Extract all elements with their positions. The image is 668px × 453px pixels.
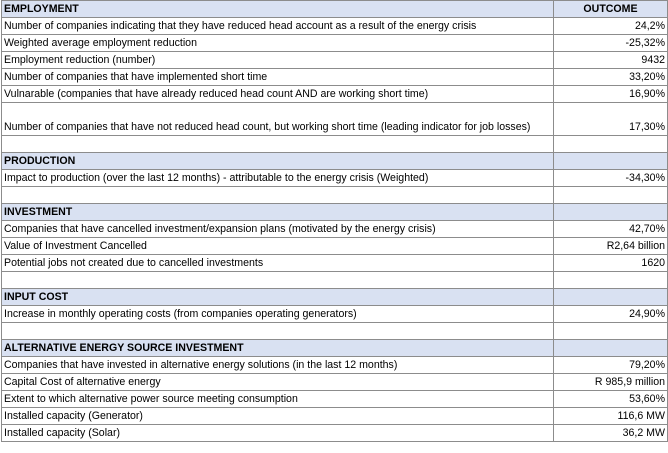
row-value: 116,6 MW xyxy=(554,408,668,425)
row-label: Value of Investment Cancelled xyxy=(2,238,554,255)
row-value: 1620 xyxy=(554,255,668,272)
row-value: 9432 xyxy=(554,52,668,69)
row-value: 79,20% xyxy=(554,357,668,374)
row-label: Employment reduction (number) xyxy=(2,52,554,69)
row-value: 42,70% xyxy=(554,221,668,238)
row-value: R 985,9 million xyxy=(554,374,668,391)
table-row xyxy=(2,391,668,408)
section-header-production xyxy=(2,153,668,170)
section-title: PRODUCTION xyxy=(2,153,554,170)
table-row xyxy=(2,306,668,323)
blank-row xyxy=(2,272,668,289)
table-row xyxy=(2,52,668,69)
data-table xyxy=(1,0,668,442)
section-title: EMPLOYMENT xyxy=(2,1,554,18)
row-value: 36,2 MW xyxy=(554,425,668,442)
table-row xyxy=(2,238,668,255)
row-label: Extent to which alternative power source meeting consumption xyxy=(2,391,554,408)
table-row xyxy=(2,103,668,136)
outcome-header: OUTCOME xyxy=(554,1,668,18)
table-row xyxy=(2,221,668,238)
table-row xyxy=(2,425,668,442)
row-label: Installed capacity (Generator) xyxy=(2,408,554,425)
section-title: ALTERNATIVE ENERGY SOURCE INVESTMENT xyxy=(2,340,554,357)
row-label: Number of companies that have not reduced head count, but working short time (leading indicator for job losses) xyxy=(2,103,554,136)
row-label: Potential jobs not created due to cancelled investments xyxy=(2,255,554,272)
row-value: -25,32% xyxy=(554,35,668,52)
section-header-input-cost xyxy=(2,289,668,306)
row-value: 17,30% xyxy=(554,103,668,136)
table-row xyxy=(2,35,668,52)
row-label: Capital Cost of alternative energy xyxy=(2,374,554,391)
blank-row xyxy=(2,323,668,340)
table-row xyxy=(2,357,668,374)
table-row xyxy=(2,374,668,391)
section-header-employment xyxy=(2,1,668,18)
blank-row xyxy=(2,136,668,153)
table-row xyxy=(2,408,668,425)
row-label: Companies that have cancelled investment/expansion plans (motivated by the energy crisis) xyxy=(2,221,554,238)
table-row xyxy=(2,86,668,103)
row-label: Installed capacity (Solar) xyxy=(2,425,554,442)
table-row xyxy=(2,18,668,35)
row-value: 53,60% xyxy=(554,391,668,408)
table-row xyxy=(2,170,668,187)
section-title: INVESTMENT xyxy=(2,204,554,221)
blank-row xyxy=(2,187,668,204)
section-title: INPUT COST xyxy=(2,289,554,306)
row-label: Increase in monthly operating costs (from companies operating generators) xyxy=(2,306,554,323)
section-header-investment xyxy=(2,204,668,221)
row-label: Weighted average employment reduction xyxy=(2,35,554,52)
table-row xyxy=(2,255,668,272)
row-label: Impact to production (over the last 12 months) - attributable to the energy crisis (Weighted) xyxy=(2,170,554,187)
row-value: 24,90% xyxy=(554,306,668,323)
row-label: Number of companies indicating that they have reduced head account as a result of the energy crisis xyxy=(2,18,554,35)
row-value: 24,2% xyxy=(554,18,668,35)
row-value: 33,20% xyxy=(554,69,668,86)
row-value: -34,30% xyxy=(554,170,668,187)
row-value: 16,90% xyxy=(554,86,668,103)
row-value: R2,64 billion xyxy=(554,238,668,255)
row-label: Companies that have invested in alternative energy solutions (in the last 12 months) xyxy=(2,357,554,374)
row-label: Number of companies that have implemented short time xyxy=(2,69,554,86)
section-header-alt-energy xyxy=(2,340,668,357)
row-label: Vulnarable (companies that have already reduced head count AND are working short time) xyxy=(2,86,554,103)
table-row xyxy=(2,69,668,86)
